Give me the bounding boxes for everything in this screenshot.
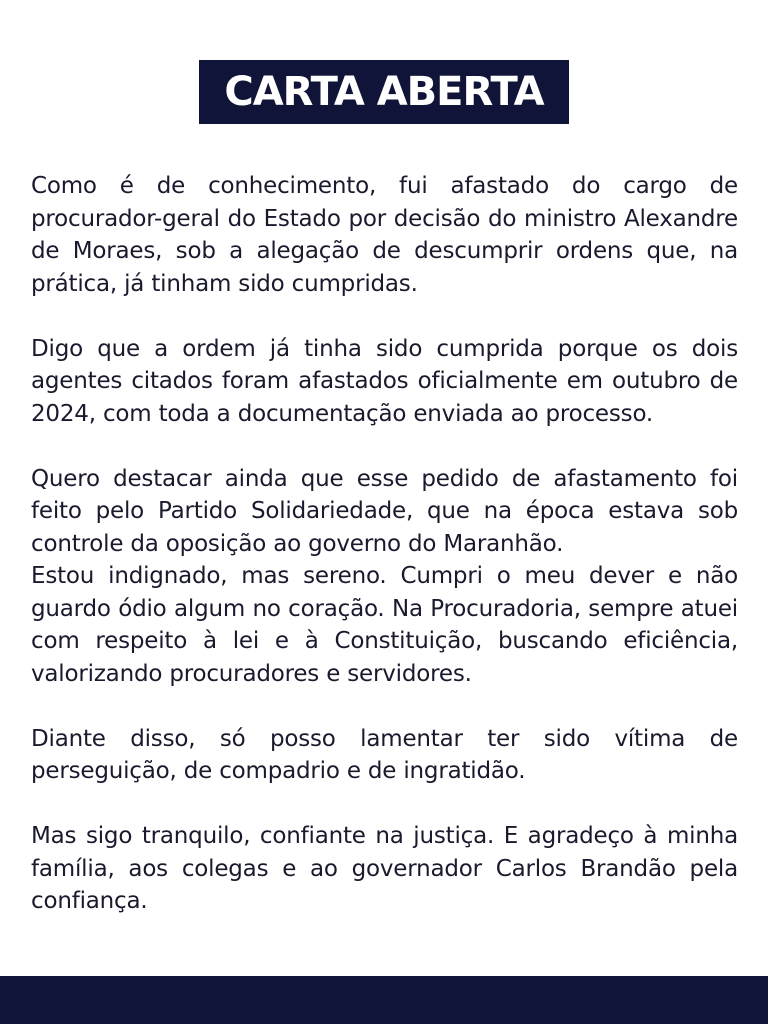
letter-paragraph-5: Diante disso, só posso lamentar ter sido vítima de perseguição, de compadrio e de ingratidão. (31, 725, 738, 784)
letter-paragraph-6: Mas sigo tranquilo, confiante na justiça. E agradeço à minha família, aos colegas e ao governador Carlos Brandão pela confiança. (31, 823, 738, 914)
footer-bar (0, 976, 768, 1024)
letter-paragraph-2: Digo que a ordem já tinha sido cumprida porque os dois agentes citados foram afastados oficialmente em outubro de 2024, com toda a documentação enviada ao processo. (31, 335, 738, 427)
letter-paragraph-1: Como é de conhecimento, fui afastado do cargo de procurador-geral do Estado por decisão do ministro Alexandre de Moraes, sob a alegação de descumprir ordens que, na prática, já tinham sido cumpridas. (31, 173, 738, 297)
letter-paragraph-3: Quero destacar ainda que esse pedido de afastamento foi feito pelo Partido Solidariedade, que na época estava sob controle da oposição ao governo do Maranhão. (31, 465, 738, 557)
letter-body (31, 170, 738, 918)
letter-paragraph-4: Estou indignado, mas sereno. Cumpri o meu dever e não guardo ódio algum no coração. Na Procuradoria, sempre atuei com respeito à lei e à Constituição, buscando eficiência, valorizando procuradores e servidores. (31, 563, 738, 687)
title-banner (199, 60, 569, 124)
page-title: CARTA ABERTA (224, 69, 544, 115)
